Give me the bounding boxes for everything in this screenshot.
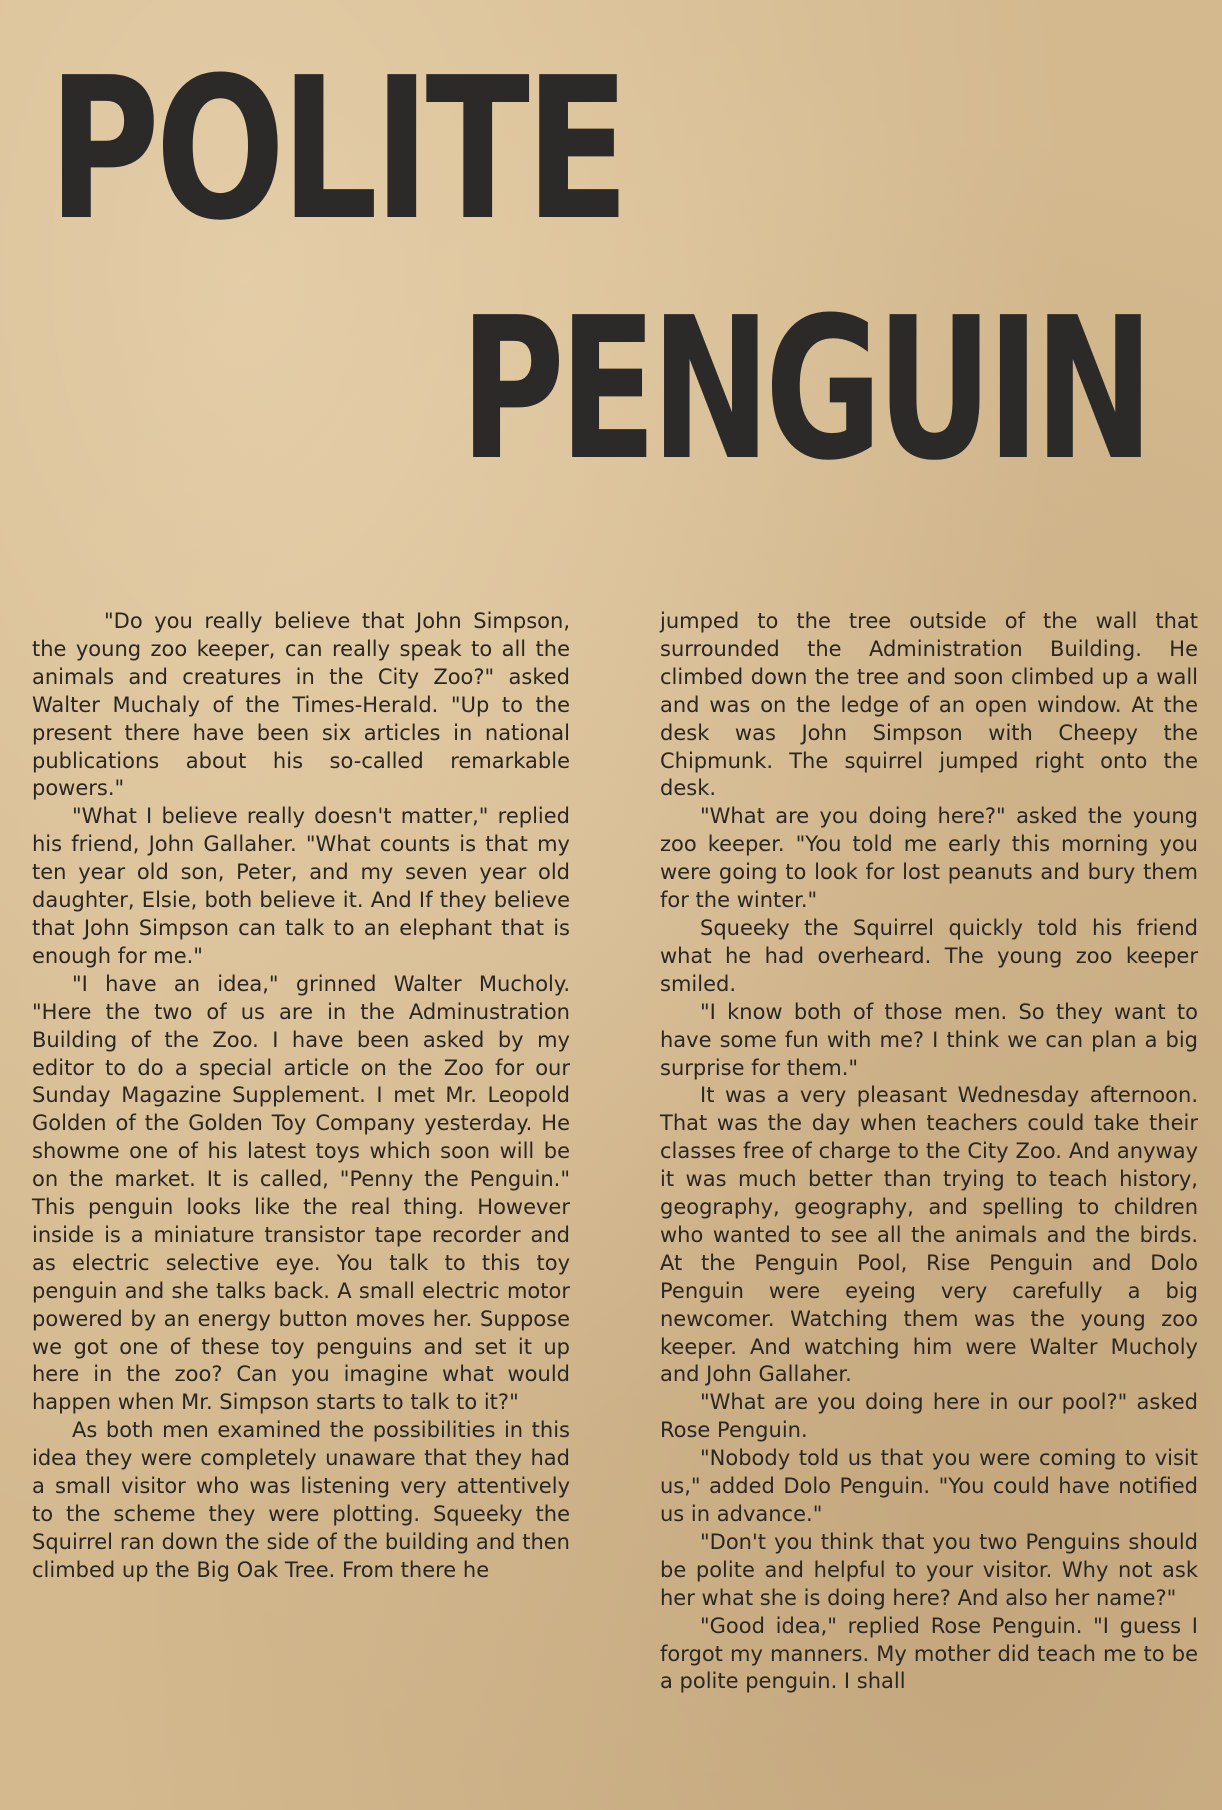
paragraph: "Nobody told us that you were coming to visit us," added Dolo Penguin. "You could have notified us in advance.": [660, 1446, 1198, 1526]
paragraph: "I know both of those men. So they want to have some fun with me? I think we can plan a big surprise for them.": [660, 999, 1198, 1080]
paragraph: Squeeky the Squirrel quickly told his friend what he had overheard. The young zoo keeper smiled.: [660, 915, 1198, 996]
paragraph: It was a very pleasant Wednesday afternoon. That was the day when teachers could take their classes free of charge to the City Zoo. And anyway it was much better than trying to teach history, geography, geography, and spelling to children who wanted to see all the animals and the birds. At the Penguin Pool, Rise Penguin and Dolo Penguin were eyeing very carefully a big newcomer. Watching them was the young zoo keeper. And watching him were Walter Mucholy and John Gallaher.: [660, 1083, 1198, 1387]
paragraph: "What are you doing here?" asked the young zoo keeper. "You told me early this morning you were going to look for lost peanuts and bury them for the winter.": [660, 804, 1198, 913]
paragraph: "Good idea," replied Rose Penguin. "I guess I forgot my manners. My mother did teach me to be a polite penguin. I shall: [660, 1613, 1198, 1694]
story-column-right: [660, 608, 1198, 1696]
paragraph: "What I believe really doesn't matter," replied his friend, John Gallaher. "What counts is that my ten year old son, Peter, and my seven year old daughter, Elsie, both believe it. And If they believe that John Simpson can talk to an elephant that is enough for me.": [32, 804, 570, 968]
paragraph: "I have an idea," grinned Walter Mucholy. "Here the two of us are in the Adminustration Building of the Zoo. I have been asked by my editor to do a special article on the Zoo for our Sunday Magazine Supplement. I met Mr. Leopold Golden of the Golden Toy Company yesterday. He showme one of his latest toys which soon will be on the market. It is called, "Penny the Penguin." This penguin looks like the real thing. However inside is a miniature transistor tape recorder and as electric selective eye. You talk to this toy penguin and she talks back. A small electric motor powered by an energy button moves her. Suppose we got one of these toy penguins and set it up here in the zoo? Can you imagine what would happen when Mr. Simpson starts to talk to it?": [32, 971, 570, 1415]
paragraph: jumped to the tree outside of the wall that surrounded the Administration Building. He climbed down the tree and soon climbed up a wall and was on the ledge of an open window. At the desk was John Simpson with Cheepy the Chipmunk. The squirrel jumped right onto the desk.: [660, 609, 1198, 801]
paragraph: "What are you doing here in our pool?" asked Rose Penguin.: [660, 1390, 1198, 1443]
title-word-penguin: PENGUIN: [460, 276, 1149, 504]
paragraph: "Do you really believe that John Simpson, the young zoo keeper, can really speak to all the animals and creatures in the City Zoo?" asked Walter Muchaly of the Times-Herald. "Up to the present there have been six articles in national publications about his so-called remarkable powers.": [32, 609, 570, 801]
paragraph: "Don't you think that you two Penguins should be polite and helpful to your visitor. Why not ask her what she is doing here? And also her name?": [660, 1529, 1198, 1610]
paragraph: As both men examined the possibilities in this idea they were completely unaware that they had a small visitor who was listening very attentively to the scheme they were plotting. Squeeky the Squirrel ran down the side of the building and then climbed up the Big Oak Tree. From there he: [32, 1418, 570, 1582]
story-column-left: [32, 608, 570, 1585]
title-word-polite: POLITE: [48, 36, 625, 264]
